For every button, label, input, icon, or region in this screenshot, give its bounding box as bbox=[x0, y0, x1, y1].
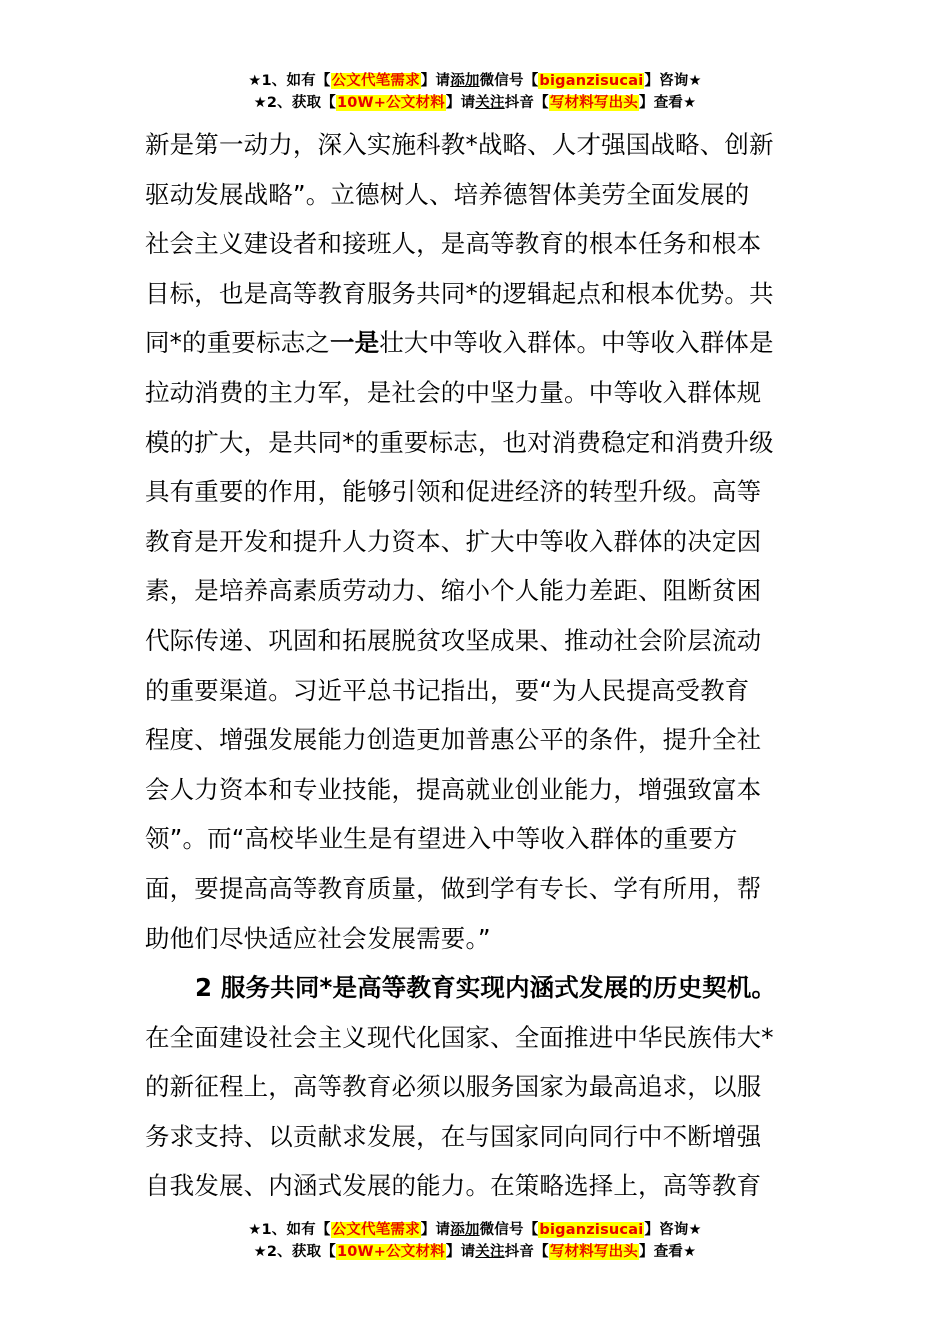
body-line-mixed bbox=[145, 318, 805, 368]
banner-highlight: 写材料写出头 bbox=[549, 1244, 639, 1260]
banner-underline: 关注 bbox=[475, 1244, 505, 1260]
banner-highlight: biganzisucai bbox=[539, 73, 644, 89]
body-line: 在全面建设社会主义现代化国家、全面推进中华民族伟大* bbox=[145, 1022, 774, 1052]
banner-text: 抖音【 bbox=[504, 95, 549, 111]
body-text-span: 壮大中等收入群体。中等收入群体是 bbox=[379, 328, 774, 358]
banner-highlight: 公文代笔需求 bbox=[331, 73, 420, 89]
banner-text: 】咨询★ bbox=[644, 73, 702, 89]
body-line: 面，要提高高等教育质量，做到学有专长、学有所用，帮 bbox=[145, 873, 762, 903]
body-line: 程度、增强发展能力创造更加普惠公平的条件，提升全社 bbox=[145, 725, 762, 755]
body-line: 具有重要的作用，能够引领和促进经济的转型升级。高等 bbox=[145, 477, 762, 507]
body-line: 的重要渠道。习近平总书记指出，要“为人民提高受教育 bbox=[145, 675, 750, 705]
banner-text: 】请 bbox=[420, 73, 451, 89]
bottom-banner bbox=[0, 1219, 950, 1263]
body-line: 新是第一动力，深入实施科教*战略、人才强国战略、创新 bbox=[145, 130, 774, 159]
body-line: 拉动消费的主力军，是社会的中坚力量。中等收入群体规 bbox=[145, 377, 762, 407]
body-line: 素，是培养高素质劳动力、缩小个人能力差距、阻断贫困 bbox=[145, 576, 762, 606]
body-line: 领”。而“高校毕业生是有望进入中等收入群体的重要方 bbox=[145, 824, 738, 854]
banner-line-1 bbox=[0, 70, 950, 92]
banner-highlight: 10W+公文材料 bbox=[336, 1244, 445, 1260]
banner-text: 】请 bbox=[420, 1222, 451, 1238]
body-line: 自我发展、内涵式发展的能力。在策略选择上，高等教育 bbox=[145, 1171, 762, 1201]
banner-text: 微信号【 bbox=[479, 73, 539, 89]
body-line: 代际传递、巩固和拓展脱贫攻坚成果、推动社会阶层流动 bbox=[145, 625, 762, 655]
banner-line-1 bbox=[0, 1219, 950, 1241]
banner-underline: 关注 bbox=[475, 95, 505, 111]
body-text-span: 同*的重要标志之 bbox=[145, 328, 330, 358]
banner-text: 】查看★ bbox=[639, 95, 697, 111]
banner-highlight: 写材料写出头 bbox=[549, 95, 639, 111]
section-heading: 2 服务共同*是高等教育实现内涵式发展的历史契机。 bbox=[195, 973, 777, 1003]
banner-text: 】请 bbox=[445, 1244, 476, 1260]
body-line: 会人力资本和专业技能，提高就业创业能力，增强致富本 bbox=[145, 774, 762, 804]
banner-text: ★1、如有【 bbox=[248, 1222, 331, 1238]
banner-line-2 bbox=[0, 92, 950, 114]
banner-text: ★1、如有【 bbox=[248, 73, 331, 89]
body-line: 社会主义建设者和接班人，是高等教育的根本任务和根本 bbox=[145, 229, 762, 259]
banner-underline: 添加 bbox=[450, 73, 480, 89]
banner-text: 抖音【 bbox=[504, 1244, 549, 1260]
banner-text: ★2、获取【 bbox=[253, 95, 336, 111]
banner-highlight: 公文代笔需求 bbox=[331, 1222, 420, 1238]
banner-highlight: biganzisucai bbox=[539, 1222, 644, 1238]
banner-text: 微信号【 bbox=[479, 1222, 539, 1238]
banner-highlight: 10W+公文材料 bbox=[336, 95, 445, 111]
document-body bbox=[145, 120, 805, 1211]
body-line: 务求支持、以贡献求发展，在与国家同向同行中不断增强 bbox=[145, 1121, 762, 1151]
body-line: 教育是开发和提升人力资本、扩大中等收入群体的决定因 bbox=[145, 526, 762, 556]
emphasis-text: 一是 bbox=[329, 328, 380, 358]
banner-text: 】查看★ bbox=[639, 1244, 697, 1260]
banner-underline: 添加 bbox=[450, 1222, 480, 1238]
banner-text: 】请 bbox=[445, 95, 476, 111]
body-line: 的新征程上，高等教育必须以服务国家为最高追求，以服 bbox=[145, 1072, 762, 1102]
top-banner bbox=[0, 70, 950, 114]
body-line: 助他们尽快适应社会发展需要。” bbox=[145, 923, 491, 953]
body-line: 目标，也是高等教育服务共同*的逻辑起点和根本优势。共 bbox=[145, 278, 774, 308]
banner-text: 】咨询★ bbox=[644, 1222, 702, 1238]
banner-line-2 bbox=[0, 1241, 950, 1263]
body-line: 模的扩大，是共同*的重要标志，也对消费稳定和消费升级 bbox=[145, 427, 774, 457]
banner-text: ★2、获取【 bbox=[253, 1244, 336, 1260]
body-line: 驱动发展战略”。立德树人、培养德智体美劳全面发展的 bbox=[145, 179, 750, 209]
